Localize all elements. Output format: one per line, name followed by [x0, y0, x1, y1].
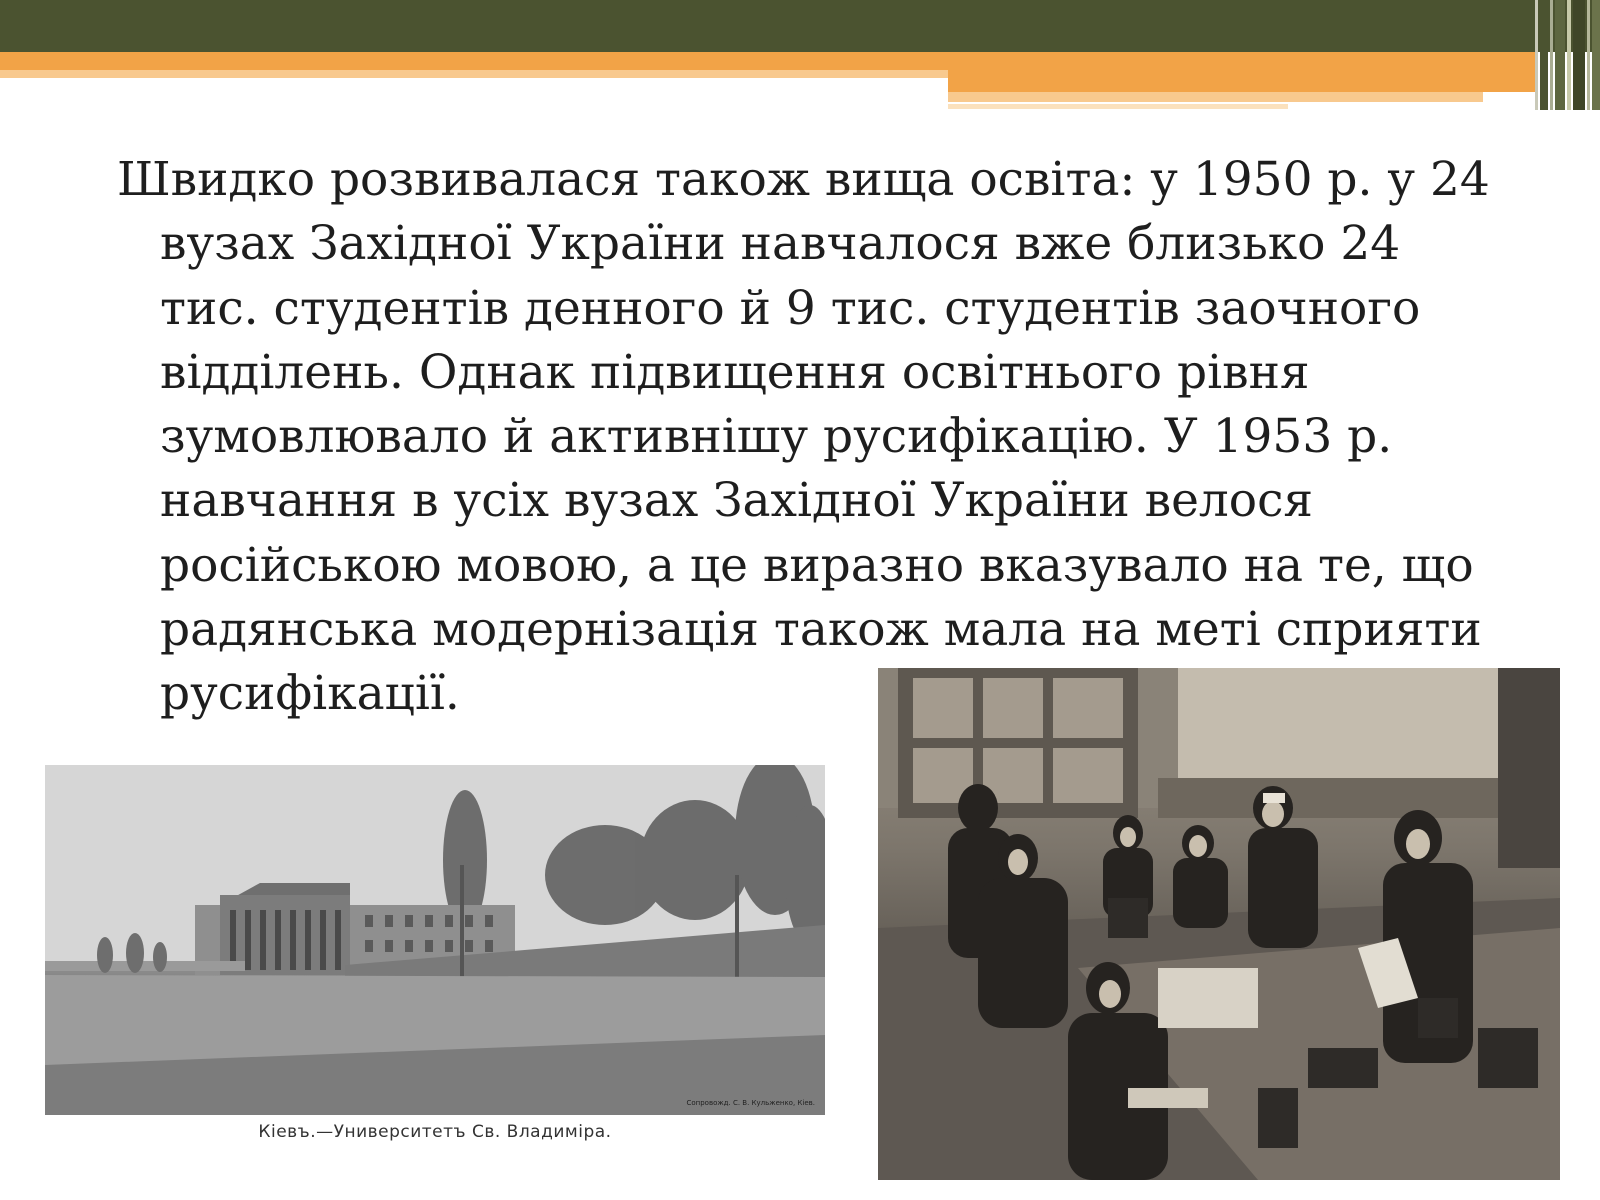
header-orange-band: [0, 52, 1535, 70]
header-orange-step: [948, 70, 1535, 92]
header-light-band: [0, 70, 948, 78]
laboratory-photo: [878, 668, 1560, 1180]
university-caption: Кіевъ.—Университетъ Св. Владиміра.: [258, 1122, 612, 1142]
body-paragraph: Швидко розвивалася також вища освіта: у 1950 р. у 24 вузах Західної України навчалося вже близько 24 тис. студентів денного й 9 тис. студентів заочного відділень. Однак підвищення освітнього рівня зумовлювало й активнішу русифікацію. У 1953 р. навчання в усіх вузах Західної України велося російською мовою, а це виразно вказувало на те, що радянська модернізація також мала на меті сприяти русифікації.: [117, 152, 1490, 722]
header-light-step: [948, 92, 1483, 102]
header-tail-line: [948, 104, 1288, 109]
header-vertical-stripes: [1535, 0, 1600, 110]
photo-credit: Сопровожд. С. В. Кульженко, Кіев.: [686, 1099, 815, 1107]
university-photo: [45, 765, 825, 1115]
header-dark-band: [0, 0, 1600, 52]
